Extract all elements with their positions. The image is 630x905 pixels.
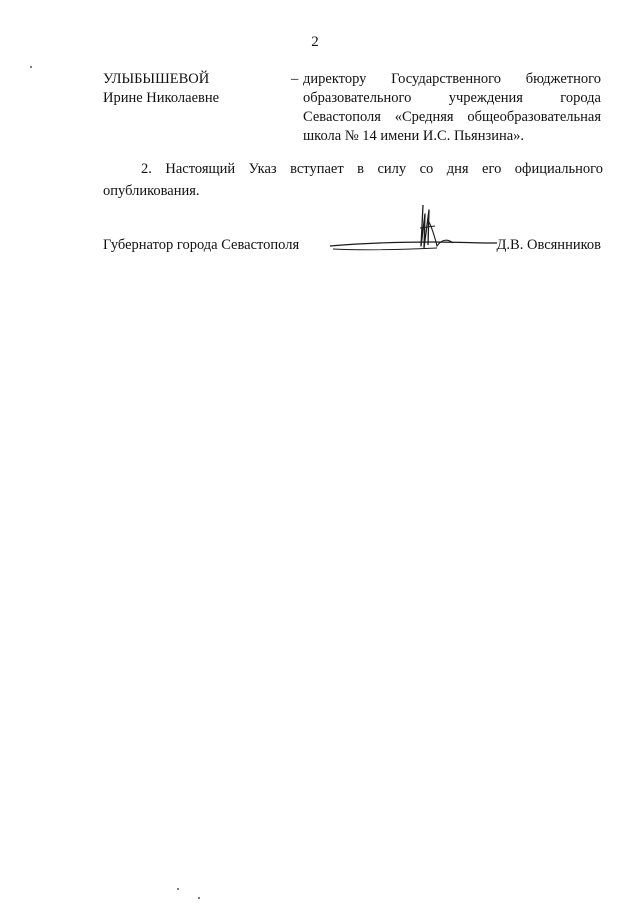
signer-name: Д.В. Овсянников [496,237,601,253]
appointee-given-names: Ирине Николаевне [103,90,220,106]
signer-title: Губернатор города Севастополя [103,237,300,253]
appointee-dash: – [291,71,299,87]
paragraph-effective-date: 2. Настоящий Указ вступает в силу со дня его официального опубликования. [103,161,603,199]
scan-speck [177,888,179,890]
scan-speck [198,897,200,899]
handwritten-signature [325,202,500,262]
appointee-name [103,70,283,108]
appointee-position: директору Государственного бюджетного образовательного учреждения города Севастополя «Средняя общеобразовательная школа № 14 имени И.С. Пьянзина». [303,71,601,144]
scan-speck [30,66,32,68]
page-number: 2 [311,34,319,50]
appointee-surname: УЛЫБЫШЕВОЙ [103,71,210,87]
signature-block [103,226,603,266]
